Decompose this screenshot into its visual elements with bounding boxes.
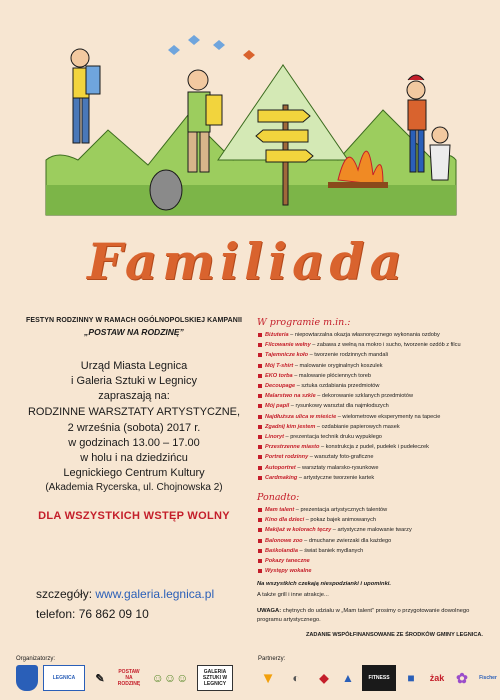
- list-item: Decoupage – sztuka ozdabiania przedmiotów: [257, 381, 483, 391]
- organizers-label: Organizatorzy:: [16, 656, 56, 662]
- details-label: szczegóły:: [36, 587, 93, 601]
- left-column: [18, 317, 250, 522]
- surprise-note: Na wszystkich czekają niespodzianki i upominki.: [257, 581, 392, 588]
- website-link[interactable]: www.galeria.legnica.pl: [95, 587, 215, 601]
- event-place-1: w holu i na dziedzińcu: [80, 451, 188, 464]
- partner-8-logo: ✿: [456, 669, 468, 686]
- swan-logo: ✎: [95, 672, 105, 685]
- list-item: Autoportret – warsztaty malarsko-rysunkowe: [257, 463, 483, 473]
- butterflies: [168, 35, 255, 60]
- campaign-logo: POSTAW NA RODZINĘ: [117, 669, 141, 687]
- list-item: Malarstwo na szkle – dekorowanie szklanych przedmiotów: [257, 391, 483, 401]
- event-place-2: Legnickiego Centrum Kultury: [63, 466, 205, 479]
- list-item: Zgadnij kim jestem – ozdabianie papierowych masek: [257, 422, 483, 432]
- event-name: RODZINNE WARSZTATY ARTYSTYCZNE,: [27, 405, 241, 418]
- list-item: Występy wokalne: [257, 566, 483, 576]
- family-logo: ☺☺☺: [151, 671, 189, 685]
- list-item: Makijaż w kolorach tęczy – artystyczne malowanie twarzy: [257, 525, 483, 535]
- list-item: Tajemnicze koło – tworzenie rodzinnych mandali: [257, 350, 483, 360]
- hiker-woman: [407, 75, 426, 172]
- partner-2-logo: ◐: [292, 671, 300, 685]
- hiker-boy: [71, 49, 100, 143]
- list-item: Biżuteria – niepowtarzalna okazja własnoręcznego wykonania ozdoby: [257, 330, 483, 340]
- list-item: Portret rodzinny – warsztaty foto-graficzne: [257, 452, 483, 462]
- organizers-footer: [16, 656, 233, 691]
- campaign-name: „POSTAW NA RODZINĘ”: [84, 327, 184, 337]
- phone-number: telefon: 76 862 09 10: [36, 607, 149, 621]
- list-item: Filcowanie wełny – zabawa z wełną na mokro i sucho, tworzenie ozdób z filcu: [257, 340, 483, 350]
- gallery-logo: GALERIA SZTUKI W LEGNICY: [197, 665, 233, 691]
- invite-text: zapraszają na:: [98, 389, 170, 402]
- extra-heading: Ponadto:: [257, 492, 300, 504]
- list-item: Kino dla dzieci – pokaz bajek animowanych: [257, 515, 483, 525]
- contact-block: [36, 584, 246, 624]
- organizer-2: i Galeria Sztuki w Legnicy: [71, 374, 197, 387]
- partner-6-logo: ■: [407, 671, 415, 685]
- list-item: EKO torba – malowanie płóciennych toreb: [257, 371, 483, 381]
- list-item: Baśkolandia – świat baniek mydlanych: [257, 546, 483, 556]
- list-item: Linoryt – prezentacja technik druku wypukłego: [257, 432, 483, 442]
- program-list: [257, 330, 483, 483]
- list-item: Balonowe zoo – dmuchane zwierzaki dla każdego: [257, 536, 483, 546]
- event-hours: w godzinach 13.00 – 17.00: [68, 436, 200, 449]
- list-item: Mam talent – prezentacja artystycznych talentów: [257, 505, 483, 515]
- list-item: Najdłuższa ulica w mieście – wielometrowe eksperymenty na tapecie: [257, 412, 483, 422]
- event-address: (Akademia Rycerska, ul. Chojnowska 2): [45, 481, 223, 493]
- partners-label: Partnerzy:: [258, 656, 286, 662]
- event-date: 2 września (sobota) 2017 r.: [67, 421, 201, 434]
- partner-1-logo: ▼: [260, 669, 276, 687]
- list-item: Pokazy taneczne: [257, 556, 483, 566]
- right-column: [257, 317, 483, 638]
- list-item: Mój papil – rysunkowy warsztat dla najmłodszych: [257, 401, 483, 411]
- list-item: Cardmaking – artystyczne tworzenie kartek: [257, 473, 483, 483]
- fischer-logo: Fischer: [479, 675, 497, 681]
- partners-footer: [258, 656, 500, 691]
- city-crest-logo: [16, 665, 38, 691]
- partner-3-logo: ◆: [319, 671, 329, 685]
- notice: UWAGA: chętnych do udziału w „Mam talent” prosimy o przygotowanie dowolnego programu artystycznego.: [257, 608, 470, 624]
- program-heading: W programie m.in.:: [257, 317, 351, 328]
- funding-note: ZADANIE WSPÓŁFINANSOWANE ZE ŚRODKÓW GMINY LEGNICA.: [305, 632, 483, 639]
- family-hiking-illustration: [38, 10, 458, 220]
- festival-subtitle: FESTYN RODZINNY W RAMACH OGÓLNOPOLSKIEJ KAMPANII: [25, 317, 243, 324]
- poster-title: Familiada: [87, 232, 407, 291]
- organizer-1: Urząd Miasta Legnica: [80, 360, 188, 372]
- fitness-logo: FITNESS: [362, 665, 396, 691]
- grill-note: A także grill i inne atrakcje...: [257, 592, 329, 599]
- list-item: Przestrzenne miasto – konstrukcja z pudeł, pudełek i pudełeczek: [257, 442, 483, 452]
- free-entry: DLA WSZYSTKICH WSTĘP WOLNY: [38, 510, 230, 523]
- legnica-logo: LEGNICA: [43, 665, 85, 691]
- partner-4-logo: ▲: [342, 671, 354, 685]
- list-item: Mój T-shirt – malowanie oryginalnych koszulek: [257, 361, 483, 371]
- zak-logo: żak: [429, 673, 445, 683]
- extra-list: [257, 505, 483, 576]
